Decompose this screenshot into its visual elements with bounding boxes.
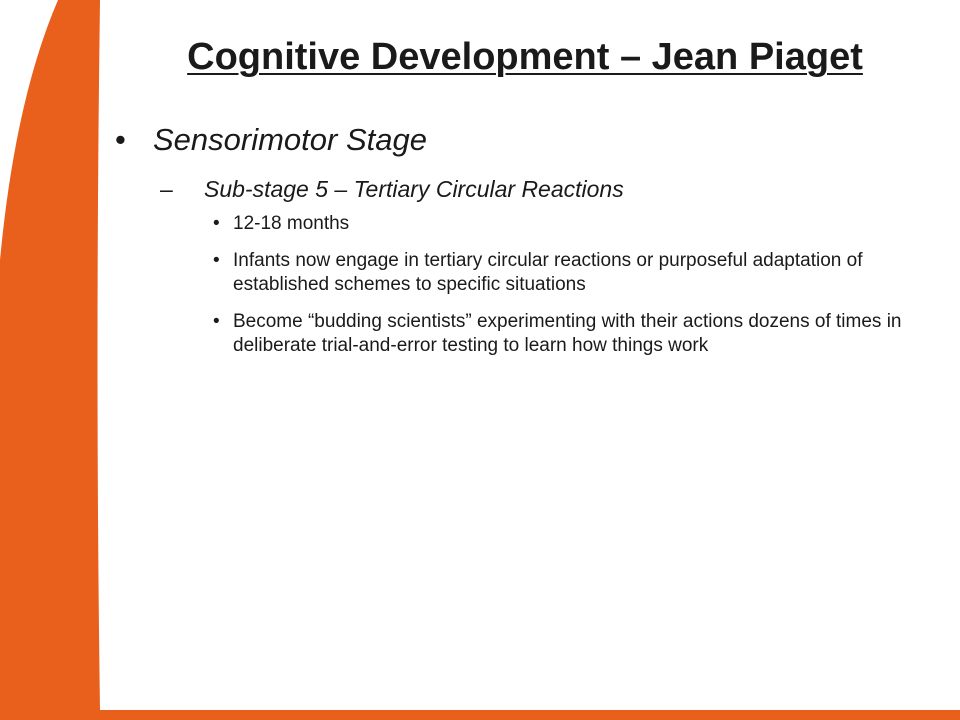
bullet-marker: •	[115, 122, 126, 157]
bullet-level1	[113, 120, 933, 160]
bullet-level2-text: Sub-stage 5 – Tertiary Circular Reactions	[204, 176, 624, 202]
slide-title: Cognitive Development – Jean Piaget	[187, 36, 863, 78]
slide-content	[113, 120, 933, 371]
bullet-level3-text: Become “budding scientists” experimenting with their actions dozens of times in deliberate trial-and-error testing to learn how things work	[233, 311, 902, 356]
dash-marker: –	[160, 176, 173, 202]
bullet-level3-item	[213, 310, 933, 358]
bullet-marker: •	[213, 250, 220, 271]
bullet-level3-item	[213, 249, 933, 297]
bullet-level3-text: Infants now engage in tertiary circular reactions or purposeful adaptation of established schemes to specific situations	[233, 250, 863, 295]
bullet-level3-list	[213, 212, 933, 358]
bullet-marker: •	[213, 213, 220, 234]
bullet-level3-item	[213, 212, 933, 236]
bullet-level1-text: Sensorimotor Stage	[153, 122, 427, 157]
bullet-level3-text: 12-18 months	[233, 213, 350, 234]
bullet-marker: •	[213, 311, 220, 332]
bullet-level2	[160, 174, 933, 204]
